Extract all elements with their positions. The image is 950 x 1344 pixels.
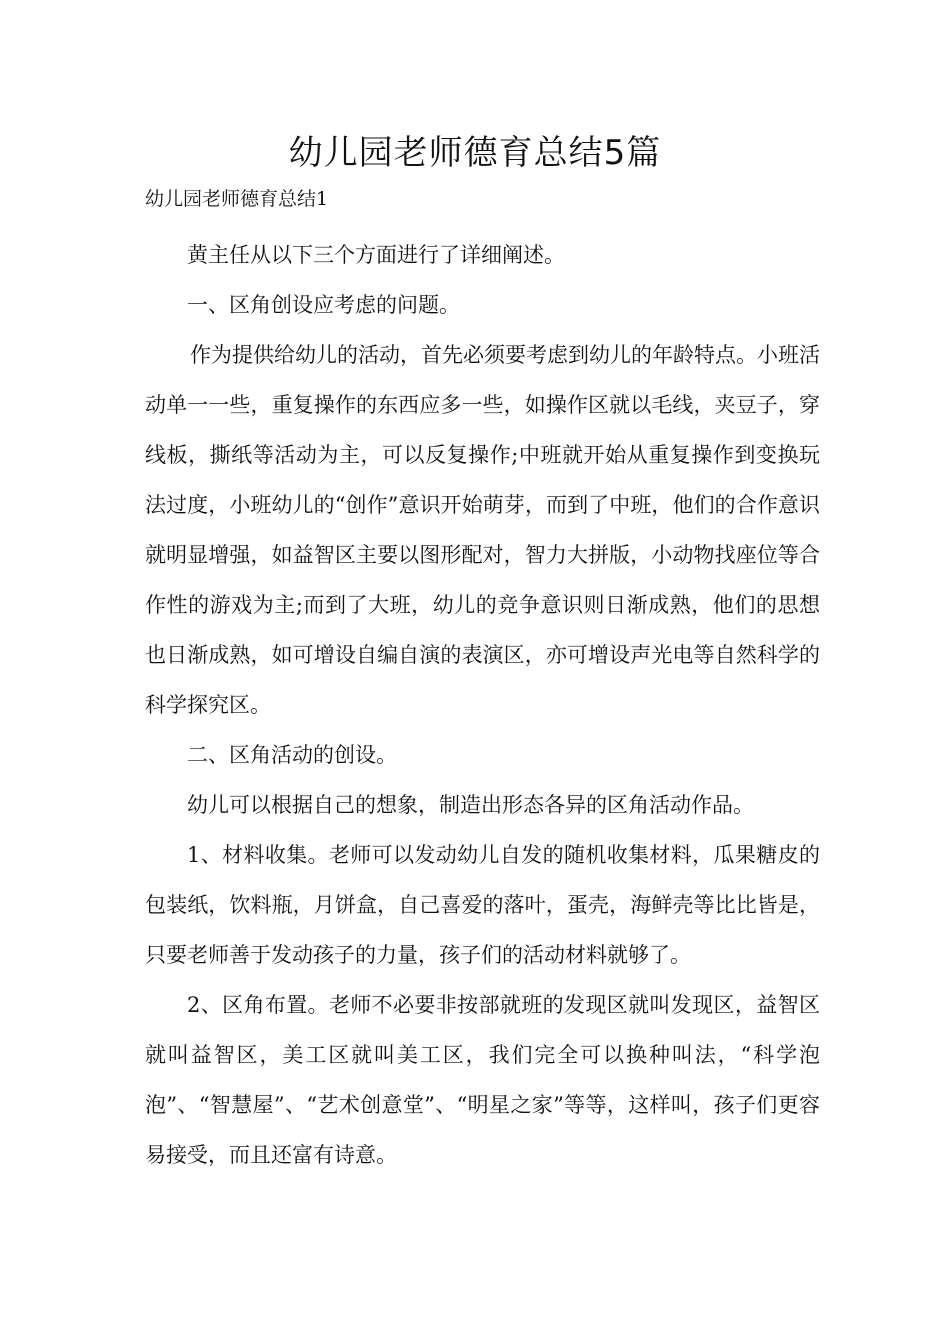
paragraph-heading-1: 一、区角创设应考虑的问题。 [187, 293, 460, 317]
paragraph-imagination: 幼儿可以根据自己的想象，制造出形态各异的区角活动作品。 [187, 793, 754, 817]
paragraph-heading-2: 二、区角活动的创设。 [187, 743, 397, 767]
body-text [145, 230, 820, 1180]
section-heading: 幼儿园老师德育总结1 [145, 188, 329, 210]
paragraph-age-characteristics: 作为提供给幼儿的活动，首先必须要考虑到幼儿的年龄特点。小班活动单一一些，重复操作的东西应多一些，如操作区就以毛线，夹豆子，穿线板，撕纸等活动为主，可以反复操作;中班就开始从重复操作到变换玩法过度，小班幼儿的“创作”意识开始萌芽，而到了中班，他们的合作意识就明显增强，如益智区主要以图形配对，智力大拼版，小动物找座位等合作性的游戏为主;而到了大班，幼儿的竞争意识则日渐成熟，他们的思想也日渐成熟，如可增设自编自演的表演区，亦可增设声光电等自然科学的科学探究区。 [145, 343, 820, 717]
paragraph-materials: 1、材料收集。老师可以发动幼儿自发的随机收集材料，瓜果糖皮的包装纸，饮料瓶，月饼盒，自己喜爱的落叶，蛋壳，海鲜壳等比比皆是，只要老师善于发动孩子的力量，孩子们的活动材料就够了。 [145, 843, 820, 967]
page-title: 幼儿园老师德育总结5篇 [288, 133, 662, 173]
paragraph-intro: 黄主任从以下三个方面进行了详细阐述。 [187, 243, 565, 267]
paragraph-layout: 2、区角布置。老师不必要非按部就班的发现区就叫发现区，益智区就叫益智区，美工区就叫美工区，我们完全可以换种叫法，“科学泡泡”、“智慧屋”、“艺术创意堂”、“明星之家”等等，这样叫，孩子们更容易接受，而且还富有诗意。 [145, 993, 820, 1167]
